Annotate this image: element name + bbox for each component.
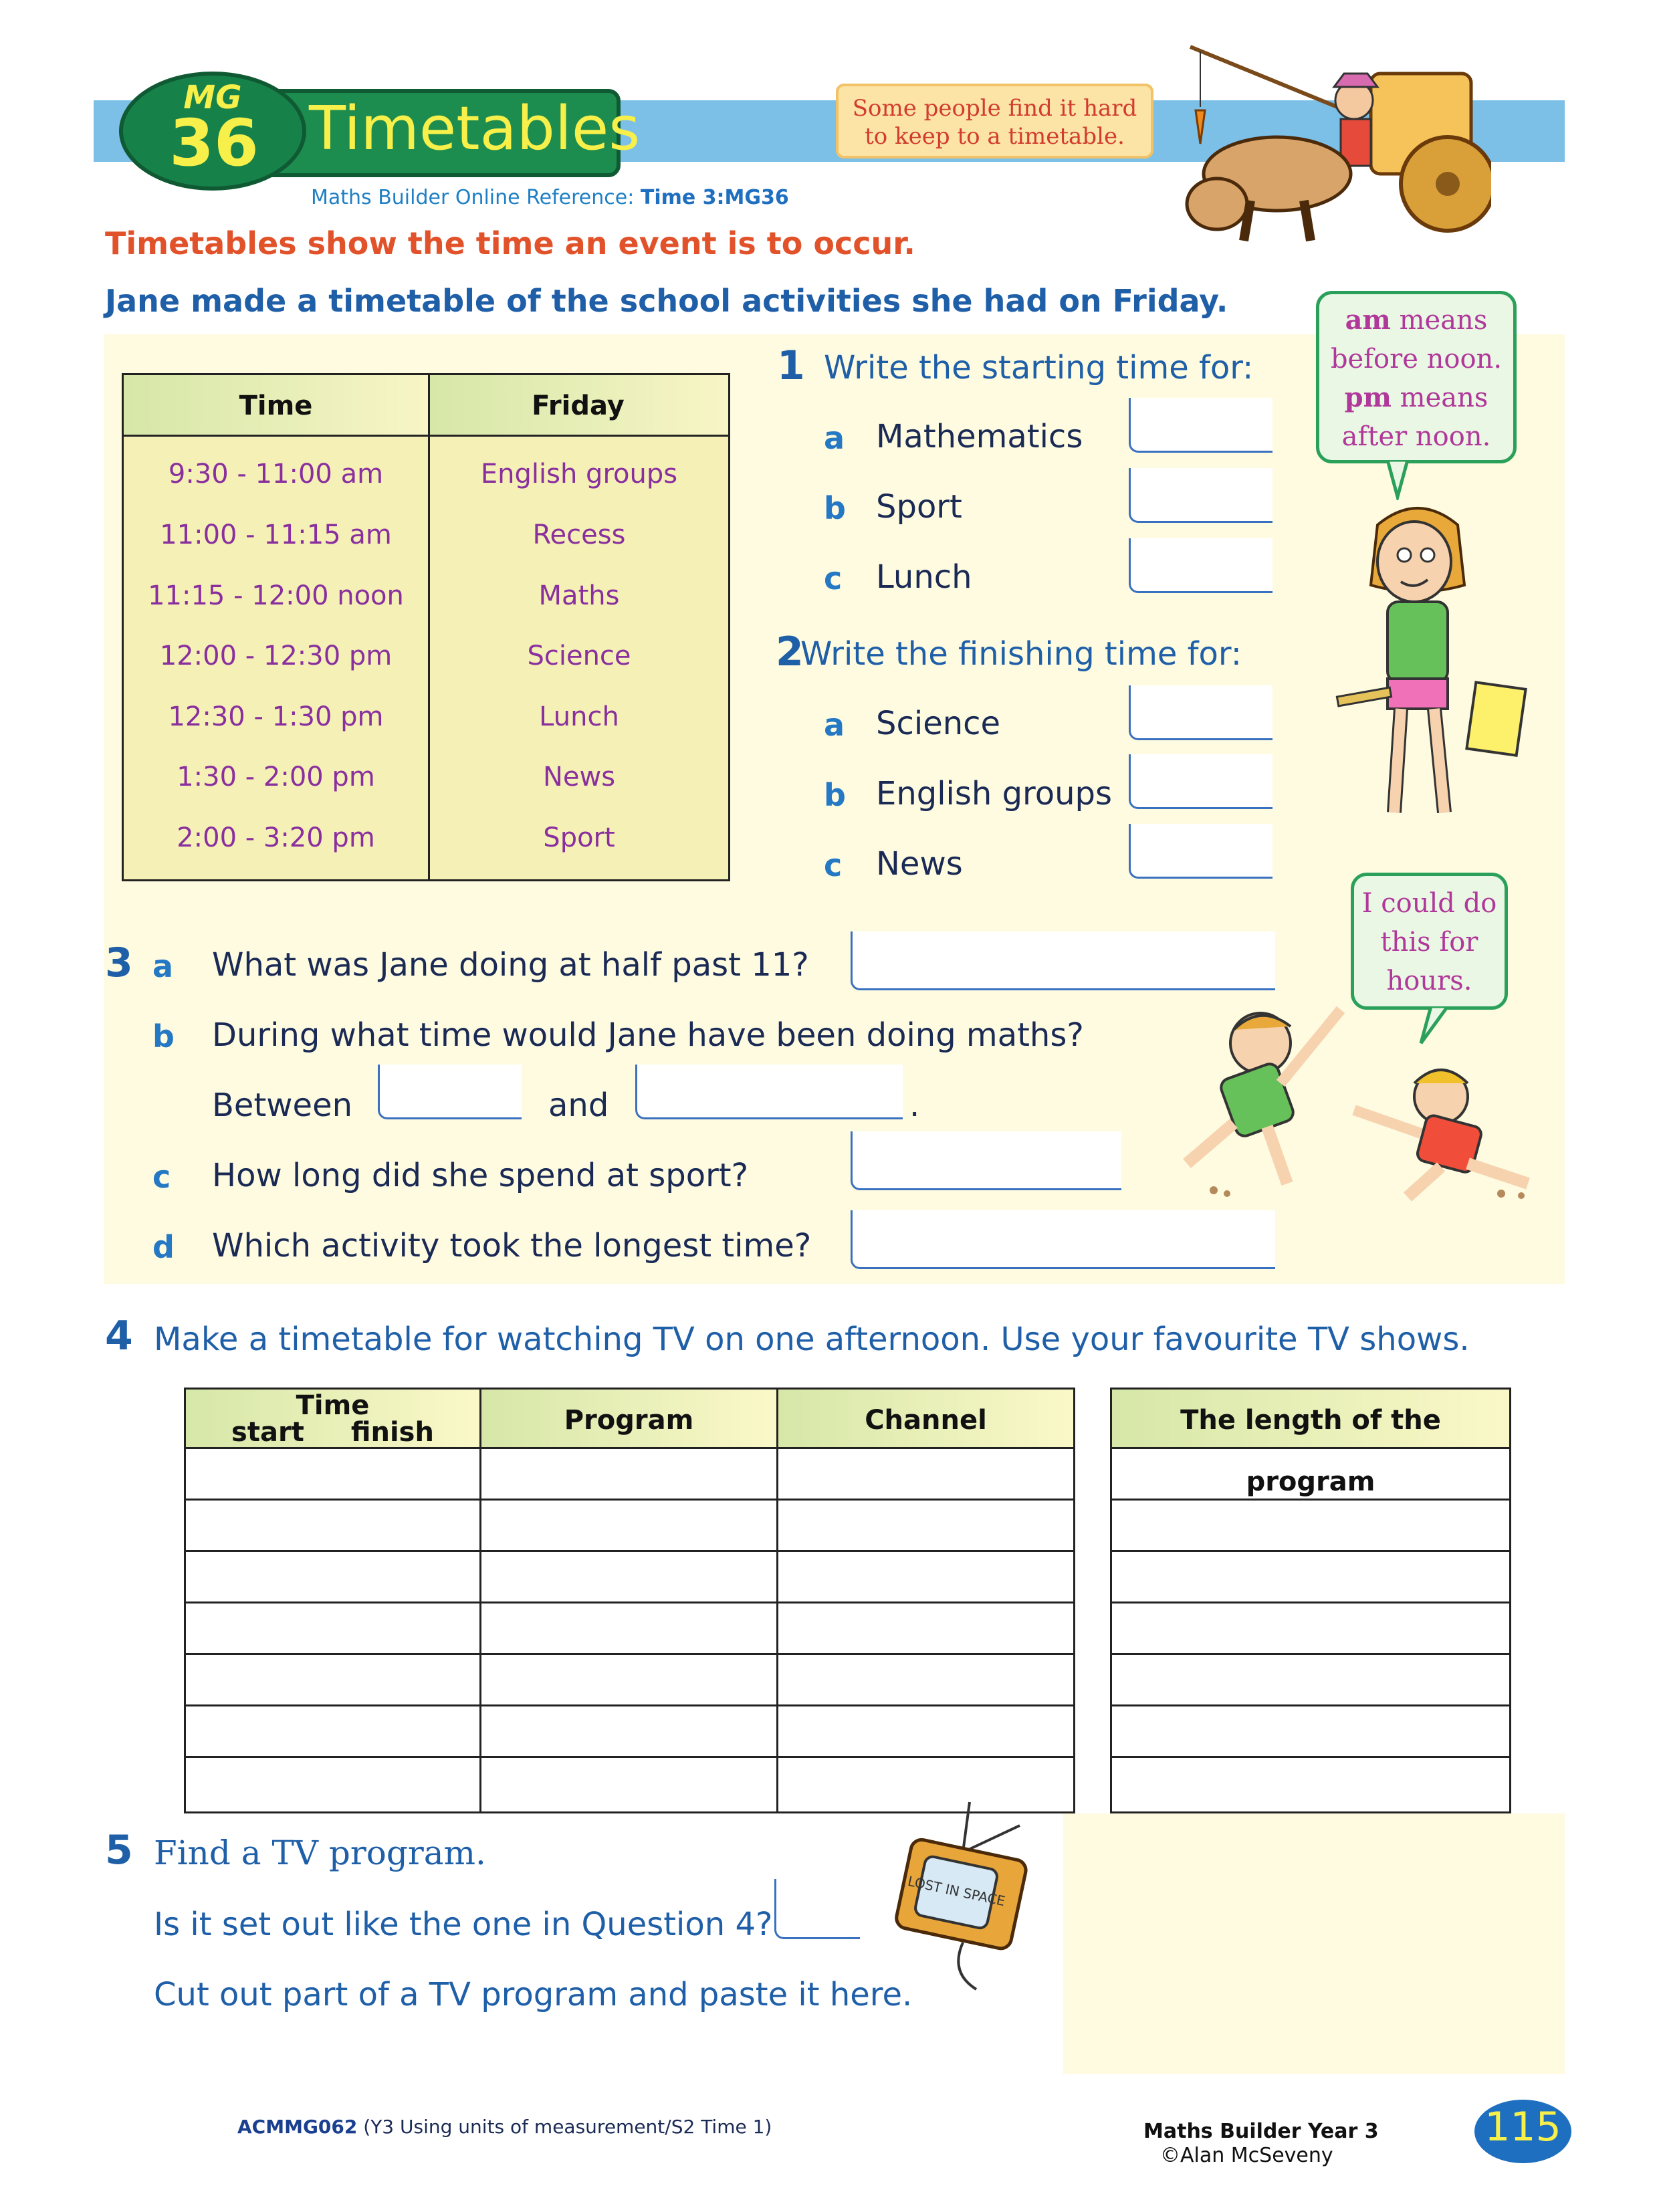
tip-line-2: to keep to a timetable.: [865, 123, 1125, 150]
jane-illustration: [1331, 498, 1531, 833]
q4-text: Make a timetable for watching TV on one afternoon. Use your favourite TV shows.: [154, 1321, 1470, 1358]
q3d-text: Which activity took the longest time?: [212, 1227, 812, 1264]
q3a-letter: a: [152, 948, 174, 984]
q1b-answer-box[interactable]: [1129, 468, 1273, 523]
paste-area[interactable]: [1063, 1813, 1565, 2074]
q1a-label: Mathematics: [876, 418, 1083, 455]
tv-channel-header: Channel: [776, 1388, 1075, 1449]
mg-number: 36: [169, 106, 259, 181]
q5-answer-box[interactable]: [774, 1879, 860, 1939]
tv-start-finish: [186, 1419, 479, 1446]
q3b-between: Between: [212, 1087, 353, 1124]
q1c-letter: c: [824, 560, 843, 596]
page-title: Timetables: [309, 94, 641, 164]
am-rest: means: [1390, 305, 1488, 336]
tv-grid-main: [184, 1449, 1075, 1813]
curriculum-code: ACMMG062: [237, 2116, 358, 2138]
q1b-letter: b: [824, 490, 846, 526]
activity-cell: News: [542, 762, 616, 792]
hours-line-1: I could do: [1361, 888, 1497, 919]
activity-cell: Science: [527, 641, 631, 671]
running-kids-illustration: [1127, 983, 1581, 1204]
grid-row-line: [186, 1653, 1073, 1655]
page-number: 115: [1484, 2104, 1561, 2150]
am-term: am: [1345, 304, 1391, 336]
grid-row-line: [186, 1704, 1073, 1706]
intro-line-1: Timetables show the time an event is to occur.: [105, 225, 915, 261]
q2b-label: English groups: [876, 775, 1112, 812]
activity-cell: Lunch: [539, 701, 619, 732]
tip-box: [836, 84, 1153, 158]
tip-line-1: Some people find it hard: [852, 95, 1137, 122]
time-cell: 11:15 - 12:00 noon: [148, 580, 404, 611]
grid-row-line: [1112, 1704, 1509, 1706]
q3c-answer-box[interactable]: [851, 1131, 1121, 1190]
q3c-letter: c: [152, 1159, 171, 1195]
online-reference: [311, 186, 789, 209]
q2-number: 2: [776, 629, 804, 675]
q4-number: 4: [105, 1313, 133, 1359]
tv-start-label: start: [231, 1417, 304, 1448]
q1a-letter: a: [824, 420, 845, 456]
q3a-text: What was Jane doing at half past 11?: [212, 946, 809, 984]
pm-rest: means: [1391, 382, 1488, 413]
horse-cart-illustration: [1177, 27, 1491, 247]
tv-program-header: Program: [479, 1388, 778, 1449]
bubble-line-3: [1319, 378, 1513, 417]
activity-cell: Maths: [538, 580, 620, 611]
q1-number: 1: [777, 342, 805, 389]
q3b-text: During what time would Jane have been doing maths?: [212, 1016, 1084, 1054]
time-cell: 12:00 - 12:30 pm: [159, 641, 393, 671]
online-ref-code: Time 3:MG36: [640, 186, 789, 209]
time-cell: 11:00 - 11:15 am: [160, 520, 392, 550]
time-column-header: Time: [124, 375, 428, 437]
activity-cell: English groups: [480, 459, 678, 489]
tv-finish-label: finish: [350, 1417, 434, 1448]
grid-row-line: [1112, 1653, 1509, 1655]
q2a-letter: a: [824, 707, 845, 743]
q2c-label: News: [876, 845, 963, 883]
grid-row-line: [1112, 1499, 1509, 1501]
time-cell: 1:30 - 2:00 pm: [177, 762, 375, 792]
column-divider: [428, 375, 430, 879]
q5-question: Is it set out like the one in Question 4?: [154, 1906, 773, 1943]
bubble-line-1: [1319, 301, 1513, 340]
q3b-start-box[interactable]: [378, 1065, 522, 1119]
bubble-line-2: before noon.: [1330, 344, 1503, 374]
grid-row-line: [186, 1499, 1073, 1501]
q3b-end-box[interactable]: [635, 1065, 903, 1119]
q3-number: 3: [105, 939, 133, 986]
q2b-answer-box[interactable]: [1129, 754, 1273, 809]
grid-row-line: [186, 1550, 1073, 1552]
q2c-answer-box[interactable]: [1129, 824, 1273, 879]
book-title: Maths Builder Year 3: [1143, 2120, 1379, 2143]
q2b-letter: b: [824, 777, 846, 813]
bubble-tail: [1384, 460, 1411, 500]
q5-title: Find a TV program.: [154, 1834, 486, 1872]
mg-label: MG: [183, 79, 242, 116]
q1b-label: Sport: [876, 488, 962, 526]
q1a-answer-box[interactable]: [1129, 398, 1273, 453]
grid-row-line: [186, 1756, 1073, 1758]
q3c-text: How long did she spend at sport?: [212, 1157, 749, 1194]
curriculum-text: (Y3 Using units of measurement/S2 Time 1): [357, 2116, 772, 2138]
tv-time-label: Time: [296, 1390, 370, 1421]
time-cell: 2:00 - 3:20 pm: [177, 822, 375, 853]
q3b-and: and: [548, 1087, 609, 1124]
friday-column-header: Friday: [428, 375, 728, 437]
q5-instruction: Cut out part of a TV program and paste it here.: [154, 1976, 913, 2013]
q3b-letter: b: [152, 1018, 175, 1055]
q2-text: Write the finishing time for:: [800, 635, 1242, 673]
time-cell: 12:30 - 1:30 pm: [168, 701, 384, 732]
q3d-answer-box[interactable]: [851, 1210, 1275, 1269]
q1c-answer-box[interactable]: [1129, 538, 1273, 593]
q3a-answer-box[interactable]: [851, 931, 1275, 990]
q3b-period: .: [909, 1087, 920, 1124]
activity-cell: Sport: [543, 822, 615, 853]
q2a-label: Science: [876, 705, 1001, 742]
tv-grid-length: [1110, 1449, 1511, 1813]
grid-row-line: [1112, 1601, 1509, 1603]
q1-text: Write the starting time for:: [824, 349, 1254, 386]
grid-row-line: [1112, 1756, 1509, 1758]
tv-screen-text: LOST IN SPACE: [906, 1872, 1007, 1910]
pm-term: pm: [1344, 382, 1392, 413]
q2c-letter: c: [824, 847, 843, 883]
hours-line-3: hours.: [1386, 966, 1472, 996]
bubble-line-4: after noon.: [1341, 421, 1491, 452]
q1c-label: Lunch: [876, 558, 972, 596]
tv-length-header: The length of the program: [1110, 1388, 1511, 1449]
hours-line-2: this for: [1380, 927, 1478, 958]
q3d-letter: d: [152, 1229, 175, 1265]
activity-cell: Recess: [532, 520, 626, 550]
online-ref-prefix: Maths Builder Online Reference:: [311, 186, 641, 209]
tv-set-illustration: [889, 1799, 1036, 1999]
am-pm-speech-bubble: [1316, 291, 1517, 463]
time-cell: 9:30 - 11:00 am: [168, 459, 384, 489]
q5-number: 5: [105, 1827, 133, 1874]
friday-timetable: [122, 373, 730, 881]
grid-row-line: [1112, 1550, 1509, 1552]
copyright: ©Alan McSeveny: [1160, 2144, 1333, 2167]
q2a-answer-box[interactable]: [1129, 685, 1273, 740]
curriculum-reference: [237, 2116, 772, 2138]
tv-time-header: [184, 1388, 481, 1449]
grid-row-line: [186, 1601, 1073, 1603]
intro-line-2: Jane made a timetable of the school activities she had on Friday.: [105, 283, 1228, 319]
